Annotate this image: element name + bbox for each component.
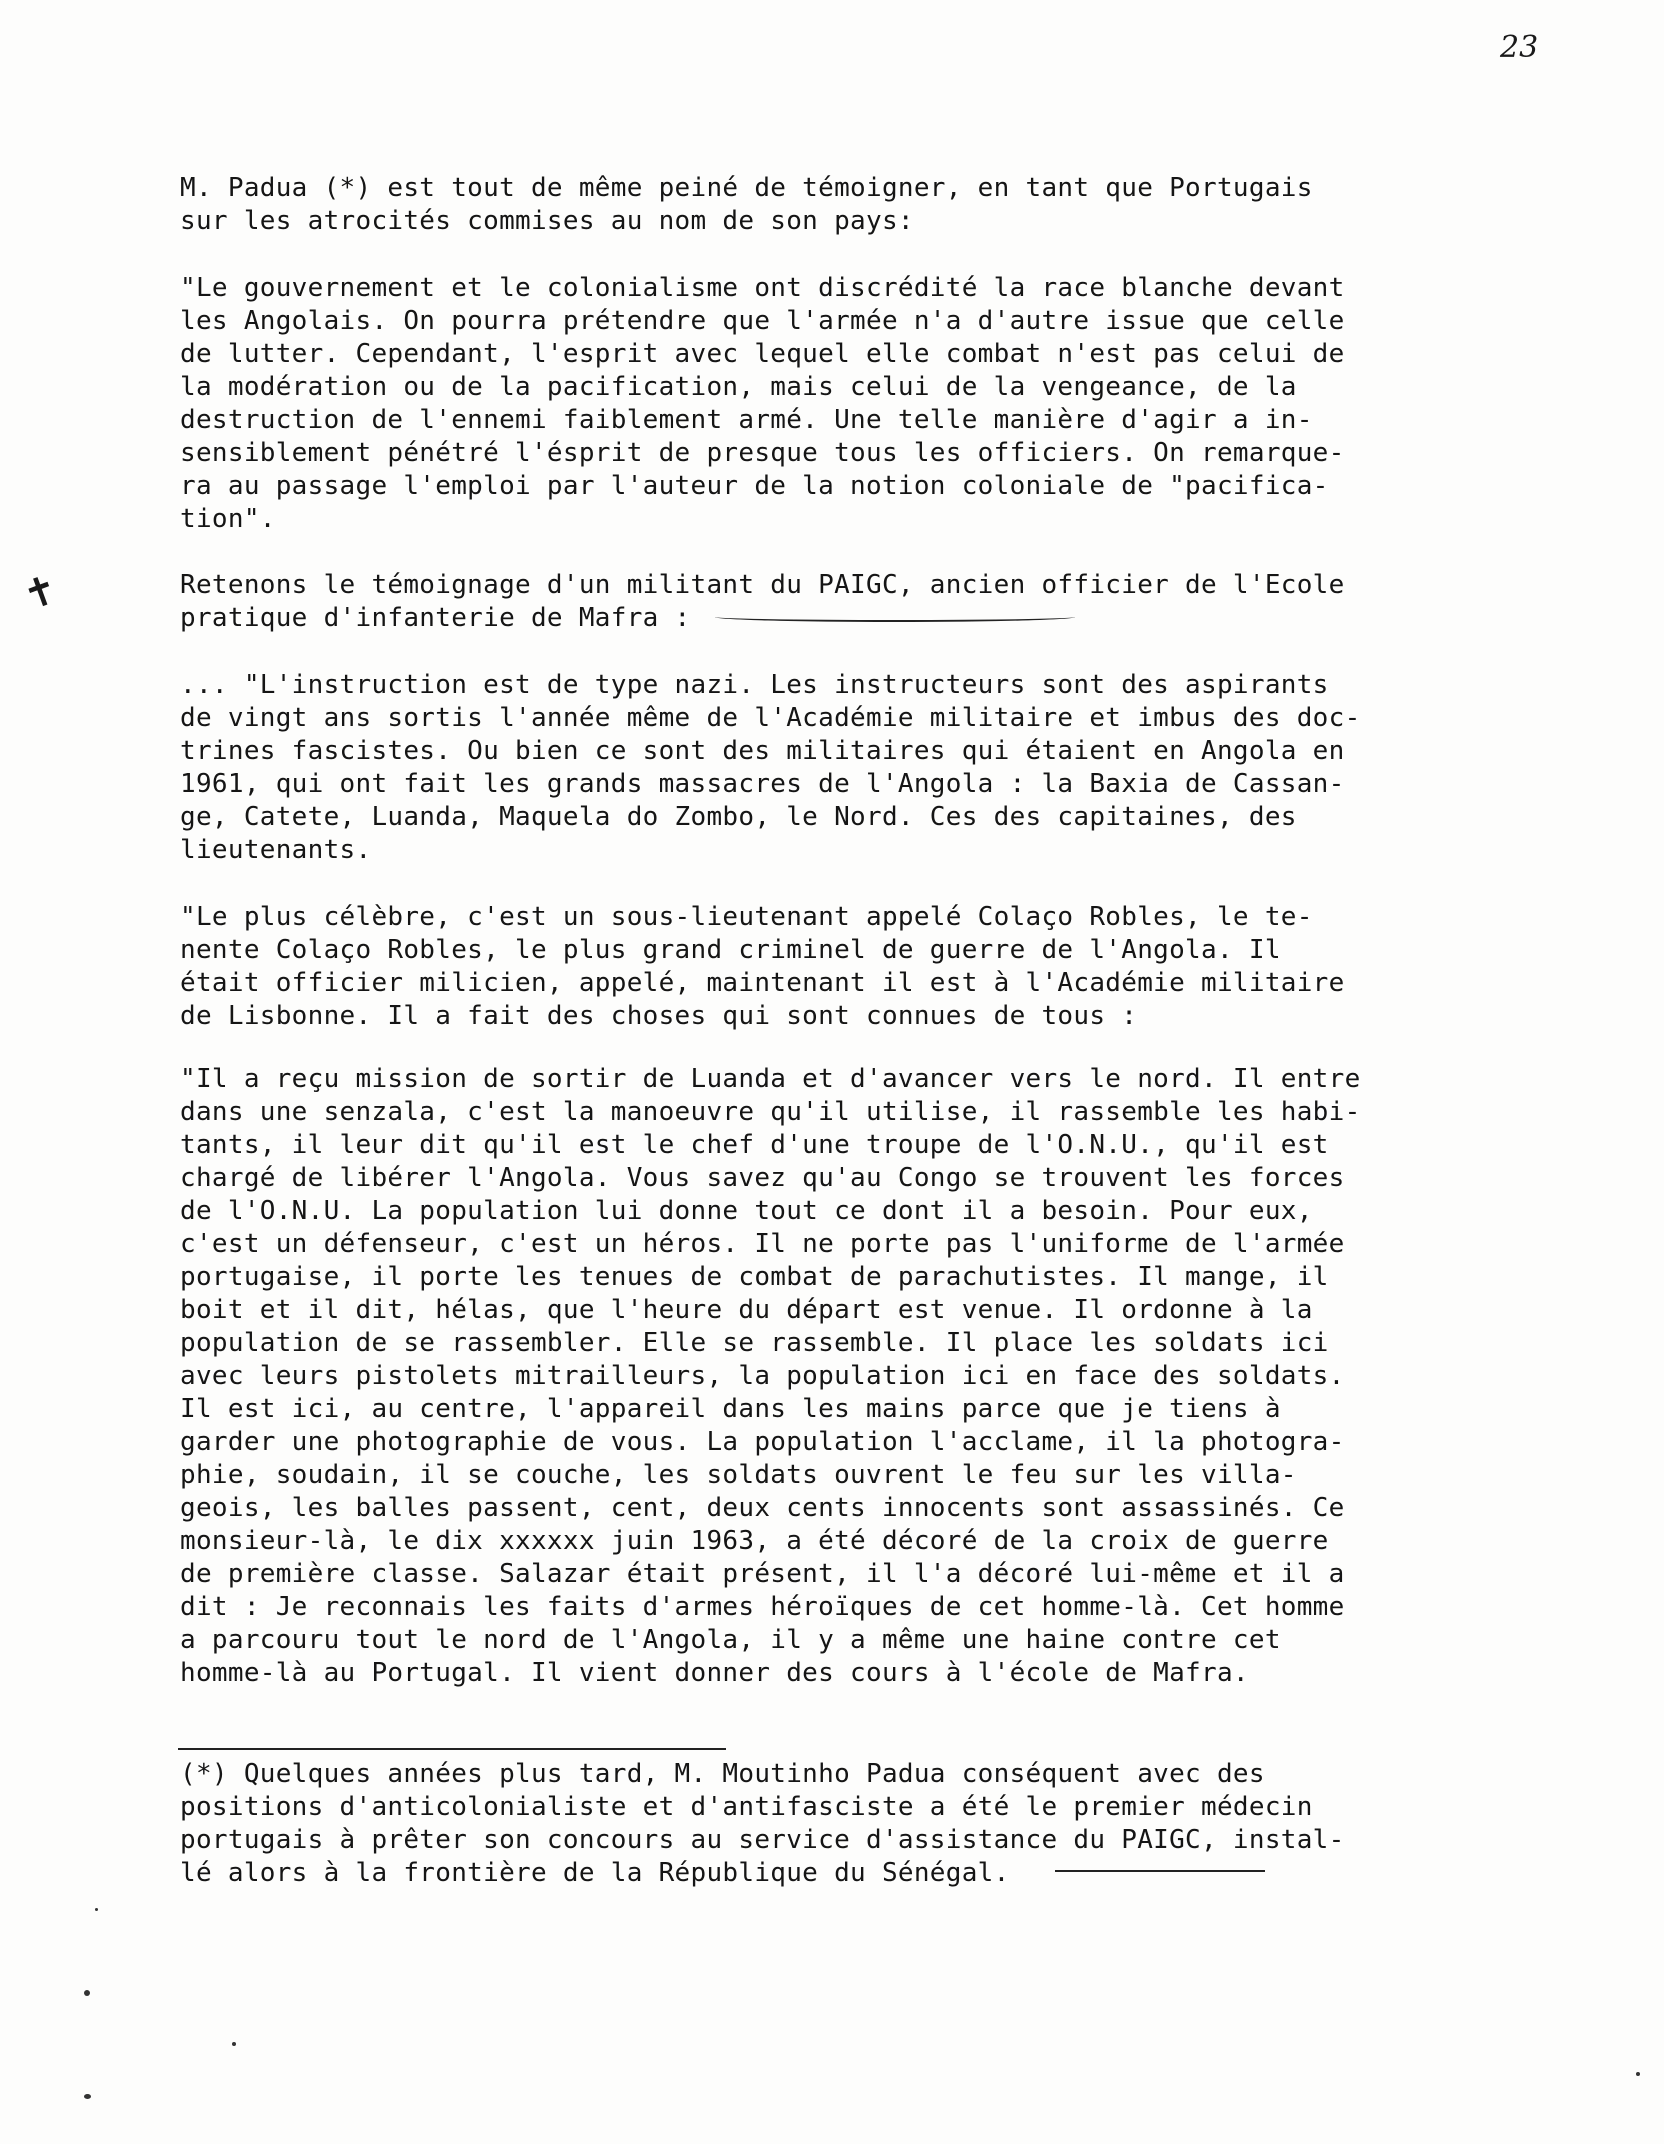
paragraph-quote-government: "Le gouvernement et le colonialisme ont discrédité la race blanche devant les Angolais. On pourra prétendre que l'armée n'a d'autre issue que celle de lutter. Cependant, l'esprit avec lequel elle combat n'est pas celui de la modération ou de la pacification, mais celui de la vengeance, de la destruction de l'ennemi faiblement armé. Une telle manière d'agir a in- sensiblement pénétré l'ésprit de presque tous les officiers. On remarque- ra au passage l'emploi par l'auteur de la notion coloniale de "pacifica- tion". bbox=[180, 273, 1345, 534]
scan-speck bbox=[95, 1908, 98, 1911]
footnote-divider bbox=[178, 1748, 726, 1750]
scan-speck bbox=[84, 1990, 90, 1996]
footnote: (*) Quelques années plus tard, M. Moutinho Padua conséquent avec des positions d'anticolonialiste et d'antifasciste a été le premier médecin portugais à prêter son concours au service d'assistance du PAIGC, instal- lé alors à la frontière de la République du Sénégal. bbox=[180, 1759, 1345, 1888]
paragraph-colaco-robles: "Le plus célèbre, c'est un sous-lieutenant appelé Colaço Robles, le te- nente Colaço Robles, le plus grand criminel de guerre de l'Angola. Il était officier milicien, appelé, maintenant il est à l'Académie militaire de Lisbonne. Il a fait des choses qui sont connues de tous : bbox=[180, 902, 1345, 1031]
scan-speck bbox=[1636, 2072, 1640, 2076]
handwritten-underline bbox=[715, 612, 1075, 622]
paragraph-instruction-nazi: ... "L'instruction est de type nazi. Les instructeurs sont des aspirants de vingt ans sortis l'année même de l'Académie militaire et imbus des doc- trines fascistes. Ou bien ce sont des militaires qui étaient en Angola en 1961, qui ont fait les grands massacres de l'Angola : la Baxia de Cassan- ge, Catete, Luanda, Maquela do Zombo, le Nord. Ces des capitaines, des lieutenants. bbox=[180, 670, 1361, 865]
paragraph-mission-account: "Il a reçu mission de sortir de Luanda et d'avancer vers le nord. Il entre dans une senzala, c'est la manoeuvre qu'il utilise, il rassemble les habi- tants, il leur dit qu'il est le chef d'une troupe de l'O.N.U., qu'il est chargé de libérer l'Angola. Vous savez qu'au Congo se trouvent les forces de l'O.N.U. La population lui donne tout ce dont il a besoin. Pour eux, c'est un défenseur, c'est un héros. Il ne porte pas l'uniforme de l'armée portugaise, il porte les tenues de combat de parachutistes. Il mange, il boit et il dit, hélas, que l'heure du départ est venue. Il ordonne à la population de se rassembler. Elle se rassemble. Il place les soldats ici avec leurs pistolets mitrailleurs, la population ici en face des soldats. Il est ici, au centre, l'appareil dans les mains parce que je tiens à garder une photographie de vous. La population l'acclame, il la photogra- phie, soudain, il se couche, les soldats ouvrent le feu sur les villa- geois, les balles passent, cent, deux cents innocents sont assassinés. Ce monsieur-là, le dix xxxxxx juin 1963, a été décoré de la croix de guerre de première classe. Salazar était présent, il l'a décoré lui-même et il a dit : Je reconnais les faits d'armes héroïques de cet homme-là. Cet homme a parcouru tout le nord de l'Angola, il y a même une haine contre cet homme-là au Portugal. Il vient donner des cours à l'école de Mafra. bbox=[180, 1064, 1361, 1688]
paragraph-paigc-testimony: Retenons le témoignage d'un militant du PAIGC, ancien officier de l'Ecole pratique d'infanterie de Mafra : bbox=[180, 570, 1345, 633]
margin-annotation-mark: ✝ bbox=[17, 565, 65, 621]
scan-speck bbox=[232, 2042, 236, 2046]
scan-speck bbox=[84, 2094, 91, 2099]
paragraph-intro: M. Padua (*) est tout de même peiné de témoigner, en tant que Portugais sur les atrocités commises au nom de son pays: bbox=[180, 173, 1313, 236]
page-number: 23 bbox=[1500, 30, 1539, 65]
handwritten-underline-footnote bbox=[1055, 1870, 1265, 1878]
